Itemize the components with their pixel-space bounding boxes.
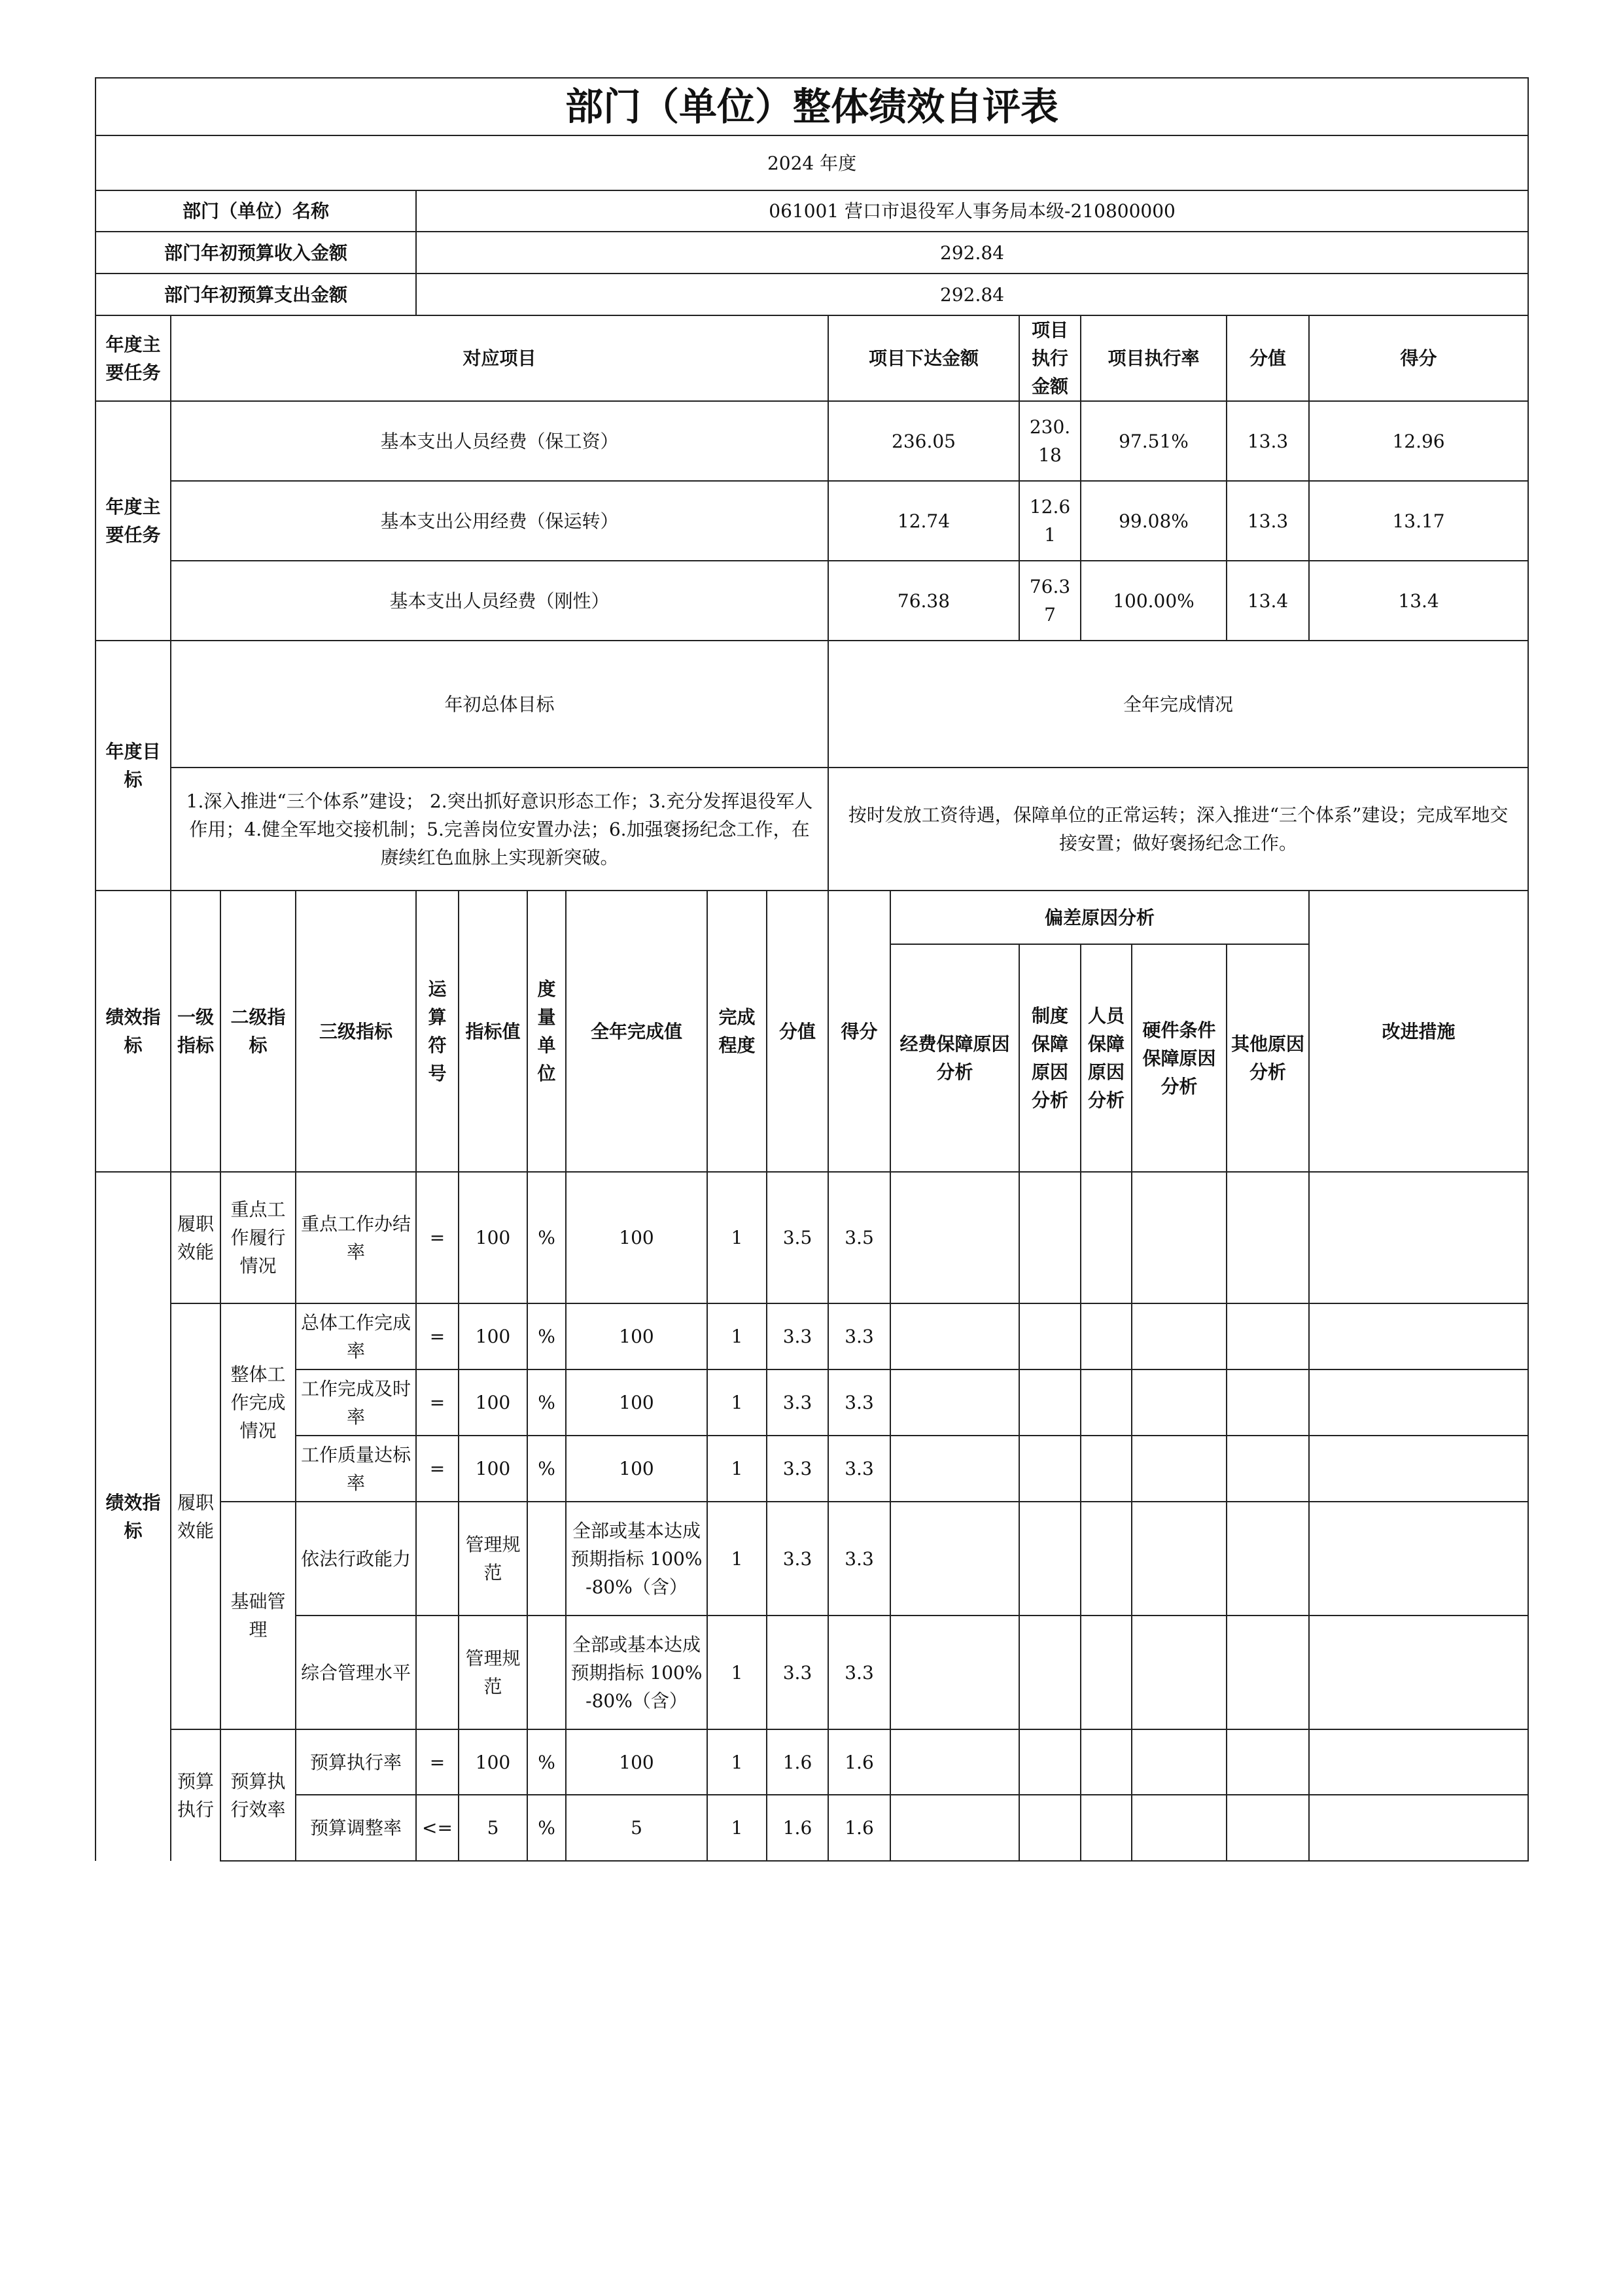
tasks-col-executed: 项目执行金额 bbox=[1019, 315, 1081, 401]
col-score: 得分 bbox=[828, 891, 890, 1172]
task-item: 基本支出人员经费（保工资） bbox=[171, 401, 828, 481]
indicator-name: 工作质量达标率 bbox=[296, 1436, 416, 1502]
dev-hardware-cell bbox=[1132, 1795, 1227, 1861]
indicator-name: 工作完成及时率 bbox=[296, 1369, 416, 1436]
col-level2: 二级指标 bbox=[220, 891, 296, 1172]
dev-staff-cell bbox=[1081, 1303, 1132, 1369]
dev-hardware-cell bbox=[1132, 1502, 1227, 1616]
dev-system-cell bbox=[1019, 1616, 1081, 1729]
dev-hardware-cell bbox=[1132, 1729, 1227, 1795]
indicator-operator: = bbox=[416, 1369, 459, 1436]
dev-system-cell bbox=[1019, 1729, 1081, 1795]
indicator-name: 预算执行率 bbox=[296, 1729, 416, 1795]
dev-funding-cell bbox=[890, 1436, 1019, 1502]
dev-other-cell bbox=[1227, 1172, 1309, 1303]
task-issued: 12.74 bbox=[828, 481, 1019, 561]
dev-other-cell bbox=[1227, 1502, 1309, 1616]
initial-goal-label: 年初总体目标 bbox=[171, 641, 828, 768]
tasks-col-project: 对应项目 bbox=[171, 315, 828, 401]
dev-staff-cell bbox=[1081, 1172, 1132, 1303]
col-unit: 度量单位 bbox=[527, 891, 566, 1172]
indicator-target: 100 bbox=[459, 1729, 527, 1795]
indicator-target: 100 bbox=[459, 1303, 527, 1369]
indicator-value: 3.3 bbox=[767, 1369, 828, 1436]
task-issued: 236.05 bbox=[828, 401, 1019, 481]
dev-other-cell bbox=[1227, 1795, 1309, 1861]
indicator-score: 3.3 bbox=[828, 1502, 890, 1616]
initial-goal-text: 1.深入推进“三个体系”建设； 2.突出抓好意识形态工作；3.充分发挥退役军人作用；4.健全军地交接机制；5.完善岗位安置办法；6.加强褒扬纪念工作，在赓续红色血脉上实现新突破。 bbox=[171, 768, 828, 891]
indicator-operator bbox=[416, 1616, 459, 1729]
indicator-unit bbox=[527, 1616, 566, 1729]
completion-label: 全年完成情况 bbox=[828, 641, 1528, 768]
level2-cell: 基础管理 bbox=[220, 1502, 296, 1729]
indicator-unit: % bbox=[527, 1369, 566, 1436]
indicator-score: 3.3 bbox=[828, 1369, 890, 1436]
tasks-side-label: 年度主要任务 bbox=[96, 401, 171, 641]
col-dev-system: 制度保障原因分析 bbox=[1019, 944, 1081, 1172]
indicator-score: 1.6 bbox=[828, 1729, 890, 1795]
indicator-score: 3.5 bbox=[828, 1172, 890, 1303]
col-degree: 完成程度 bbox=[707, 891, 767, 1172]
indicator-degree: 1 bbox=[707, 1303, 767, 1369]
dev-staff-cell bbox=[1081, 1729, 1132, 1795]
col-dev-staff: 人员保障原因分析 bbox=[1081, 944, 1132, 1172]
indicators-body-side-label: 绩效指标 bbox=[96, 1172, 171, 1861]
dev-funding-cell bbox=[890, 1616, 1019, 1729]
dev-staff-cell bbox=[1081, 1795, 1132, 1861]
indicator-operator: = bbox=[416, 1172, 459, 1303]
task-score-value: 13.3 bbox=[1227, 401, 1309, 481]
dev-hardware-cell bbox=[1132, 1436, 1227, 1502]
indicator-degree: 1 bbox=[707, 1616, 767, 1729]
dev-staff-cell bbox=[1081, 1369, 1132, 1436]
indicators-side-label: 绩效指标 bbox=[96, 891, 171, 1172]
indicator-actual: 全部或基本达成预期指标 100%-80%（含） bbox=[566, 1616, 707, 1729]
task-rate: 99.08% bbox=[1081, 481, 1227, 561]
dev-system-cell bbox=[1019, 1436, 1081, 1502]
tasks-col-issued: 项目下达金额 bbox=[828, 315, 1019, 401]
level1-cell: 履职效能 bbox=[171, 1172, 220, 1303]
dev-funding-cell bbox=[890, 1795, 1019, 1861]
department-name-value: 061001 营口市退役军人事务局本级-210800000 bbox=[416, 190, 1528, 232]
budget-income-label: 部门年初预算收入金额 bbox=[96, 232, 416, 274]
indicator-score: 1.6 bbox=[828, 1795, 890, 1861]
col-deviation: 偏差原因分析 bbox=[890, 891, 1309, 944]
indicator-operator: <= bbox=[416, 1795, 459, 1861]
indicator-value: 3.3 bbox=[767, 1436, 828, 1502]
indicator-unit: % bbox=[527, 1436, 566, 1502]
tasks-header-side-label: 年度主要任务 bbox=[96, 315, 171, 401]
indicator-name: 总体工作完成率 bbox=[296, 1303, 416, 1369]
indicator-name: 重点工作办结率 bbox=[296, 1172, 416, 1303]
indicator-degree: 1 bbox=[707, 1172, 767, 1303]
dev-system-cell bbox=[1019, 1303, 1081, 1369]
indicator-actual: 5 bbox=[566, 1795, 707, 1861]
department-name-label: 部门（单位）名称 bbox=[96, 190, 416, 232]
indicator-unit: % bbox=[527, 1729, 566, 1795]
improvement-cell bbox=[1309, 1303, 1528, 1369]
col-actual: 全年完成值 bbox=[566, 891, 707, 1172]
task-item: 基本支出人员经费（刚性） bbox=[171, 561, 828, 641]
col-dev-funding: 经费保障原因分析 bbox=[890, 944, 1019, 1172]
dev-other-cell bbox=[1227, 1303, 1309, 1369]
level1-cell: 履职效能 bbox=[171, 1303, 220, 1729]
tasks-col-score: 得分 bbox=[1309, 315, 1528, 401]
indicator-target: 管理规范 bbox=[459, 1502, 527, 1616]
indicator-value: 3.3 bbox=[767, 1616, 828, 1729]
indicator-operator: = bbox=[416, 1303, 459, 1369]
dev-funding-cell bbox=[890, 1729, 1019, 1795]
col-dev-other: 其他原因分析 bbox=[1227, 944, 1309, 1172]
report-year: 2024 年度 bbox=[96, 135, 1528, 190]
task-item: 基本支出公用经费（保运转） bbox=[171, 481, 828, 561]
task-executed: 230.18 bbox=[1019, 401, 1081, 481]
indicator-score: 3.3 bbox=[828, 1303, 890, 1369]
level2-cell: 预算执行效率 bbox=[220, 1729, 296, 1861]
self-evaluation-form bbox=[95, 77, 1527, 1862]
indicator-actual: 100 bbox=[566, 1369, 707, 1436]
indicator-value: 1.6 bbox=[767, 1795, 828, 1861]
col-level1: 一级指标 bbox=[171, 891, 220, 1172]
col-target: 指标值 bbox=[459, 891, 527, 1172]
tasks-col-rate: 项目执行率 bbox=[1081, 315, 1227, 401]
col-level3: 三级指标 bbox=[296, 891, 416, 1172]
indicator-target: 100 bbox=[459, 1369, 527, 1436]
goals-side-label: 年度目标 bbox=[96, 641, 171, 891]
indicator-unit: % bbox=[527, 1172, 566, 1303]
page-title: 部门（单位）整体绩效自评表 bbox=[96, 78, 1528, 135]
indicator-actual: 全部或基本达成预期指标 100%-80%（含） bbox=[566, 1502, 707, 1616]
completion-text: 按时发放工资待遇，保障单位的正常运转；深入推进“三个体系”建设；完成军地交接安置；做好褒扬纪念工作。 bbox=[828, 768, 1528, 891]
indicator-target: 100 bbox=[459, 1172, 527, 1303]
indicator-target: 管理规范 bbox=[459, 1616, 527, 1729]
dev-system-cell bbox=[1019, 1369, 1081, 1436]
tasks-col-score-value: 分值 bbox=[1227, 315, 1309, 401]
dev-staff-cell bbox=[1081, 1436, 1132, 1502]
col-operator: 运算符号 bbox=[416, 891, 459, 1172]
task-score: 13.4 bbox=[1309, 561, 1528, 641]
dev-other-cell bbox=[1227, 1729, 1309, 1795]
dev-other-cell bbox=[1227, 1369, 1309, 1436]
indicator-name: 综合管理水平 bbox=[296, 1616, 416, 1729]
budget-income-value: 292.84 bbox=[416, 232, 1528, 274]
dev-funding-cell bbox=[890, 1172, 1019, 1303]
dev-system-cell bbox=[1019, 1502, 1081, 1616]
dev-system-cell bbox=[1019, 1172, 1081, 1303]
indicator-actual: 100 bbox=[566, 1172, 707, 1303]
task-score-value: 13.4 bbox=[1227, 561, 1309, 641]
task-issued: 76.38 bbox=[828, 561, 1019, 641]
dev-staff-cell bbox=[1081, 1616, 1132, 1729]
dev-funding-cell bbox=[890, 1369, 1019, 1436]
dev-funding-cell bbox=[890, 1303, 1019, 1369]
task-executed: 12.61 bbox=[1019, 481, 1081, 561]
indicator-value: 1.6 bbox=[767, 1729, 828, 1795]
task-rate: 97.51% bbox=[1081, 401, 1227, 481]
dev-staff-cell bbox=[1081, 1502, 1132, 1616]
level2-cell: 整体工作完成情况 bbox=[220, 1303, 296, 1502]
indicator-actual: 100 bbox=[566, 1729, 707, 1795]
indicator-degree: 1 bbox=[707, 1502, 767, 1616]
dev-system-cell bbox=[1019, 1795, 1081, 1861]
indicator-operator: = bbox=[416, 1729, 459, 1795]
indicator-degree: 1 bbox=[707, 1795, 767, 1861]
indicator-target: 100 bbox=[459, 1436, 527, 1502]
col-dev-hardware: 硬件条件保障原因分析 bbox=[1132, 944, 1227, 1172]
indicator-unit: % bbox=[527, 1303, 566, 1369]
dev-hardware-cell bbox=[1132, 1369, 1227, 1436]
improvement-cell bbox=[1309, 1369, 1528, 1436]
improvement-cell bbox=[1309, 1436, 1528, 1502]
indicator-target: 5 bbox=[459, 1795, 527, 1861]
dev-hardware-cell bbox=[1132, 1616, 1227, 1729]
indicator-degree: 1 bbox=[707, 1729, 767, 1795]
col-value: 分值 bbox=[767, 891, 828, 1172]
col-improvement: 改进措施 bbox=[1309, 891, 1528, 1172]
task-rate: 100.00% bbox=[1081, 561, 1227, 641]
indicator-unit bbox=[527, 1502, 566, 1616]
indicator-name: 预算调整率 bbox=[296, 1795, 416, 1861]
indicator-operator: = bbox=[416, 1436, 459, 1502]
evaluation-table bbox=[95, 77, 1529, 1862]
dev-hardware-cell bbox=[1132, 1303, 1227, 1369]
budget-expense-value: 292.84 bbox=[416, 274, 1528, 315]
task-score: 13.17 bbox=[1309, 481, 1528, 561]
indicator-value: 3.5 bbox=[767, 1172, 828, 1303]
improvement-cell bbox=[1309, 1729, 1528, 1795]
indicator-operator bbox=[416, 1502, 459, 1616]
improvement-cell bbox=[1309, 1616, 1528, 1729]
budget-expense-label: 部门年初预算支出金额 bbox=[96, 274, 416, 315]
indicator-actual: 100 bbox=[566, 1303, 707, 1369]
indicator-score: 3.3 bbox=[828, 1436, 890, 1502]
indicator-value: 3.3 bbox=[767, 1303, 828, 1369]
dev-funding-cell bbox=[890, 1502, 1019, 1616]
indicator-degree: 1 bbox=[707, 1369, 767, 1436]
improvement-cell bbox=[1309, 1795, 1528, 1861]
improvement-cell bbox=[1309, 1172, 1528, 1303]
indicator-unit: % bbox=[527, 1795, 566, 1861]
task-executed: 76.37 bbox=[1019, 561, 1081, 641]
level2-cell: 重点工作履行情况 bbox=[220, 1172, 296, 1303]
indicator-value: 3.3 bbox=[767, 1502, 828, 1616]
task-score-value: 13.3 bbox=[1227, 481, 1309, 561]
dev-other-cell bbox=[1227, 1436, 1309, 1502]
dev-hardware-cell bbox=[1132, 1172, 1227, 1303]
indicator-name: 依法行政能力 bbox=[296, 1502, 416, 1616]
dev-other-cell bbox=[1227, 1616, 1309, 1729]
indicator-degree: 1 bbox=[707, 1436, 767, 1502]
indicator-actual: 100 bbox=[566, 1436, 707, 1502]
indicator-score: 3.3 bbox=[828, 1616, 890, 1729]
improvement-cell bbox=[1309, 1502, 1528, 1616]
level1-cell: 预算执行 bbox=[171, 1729, 220, 1861]
task-score: 12.96 bbox=[1309, 401, 1528, 481]
